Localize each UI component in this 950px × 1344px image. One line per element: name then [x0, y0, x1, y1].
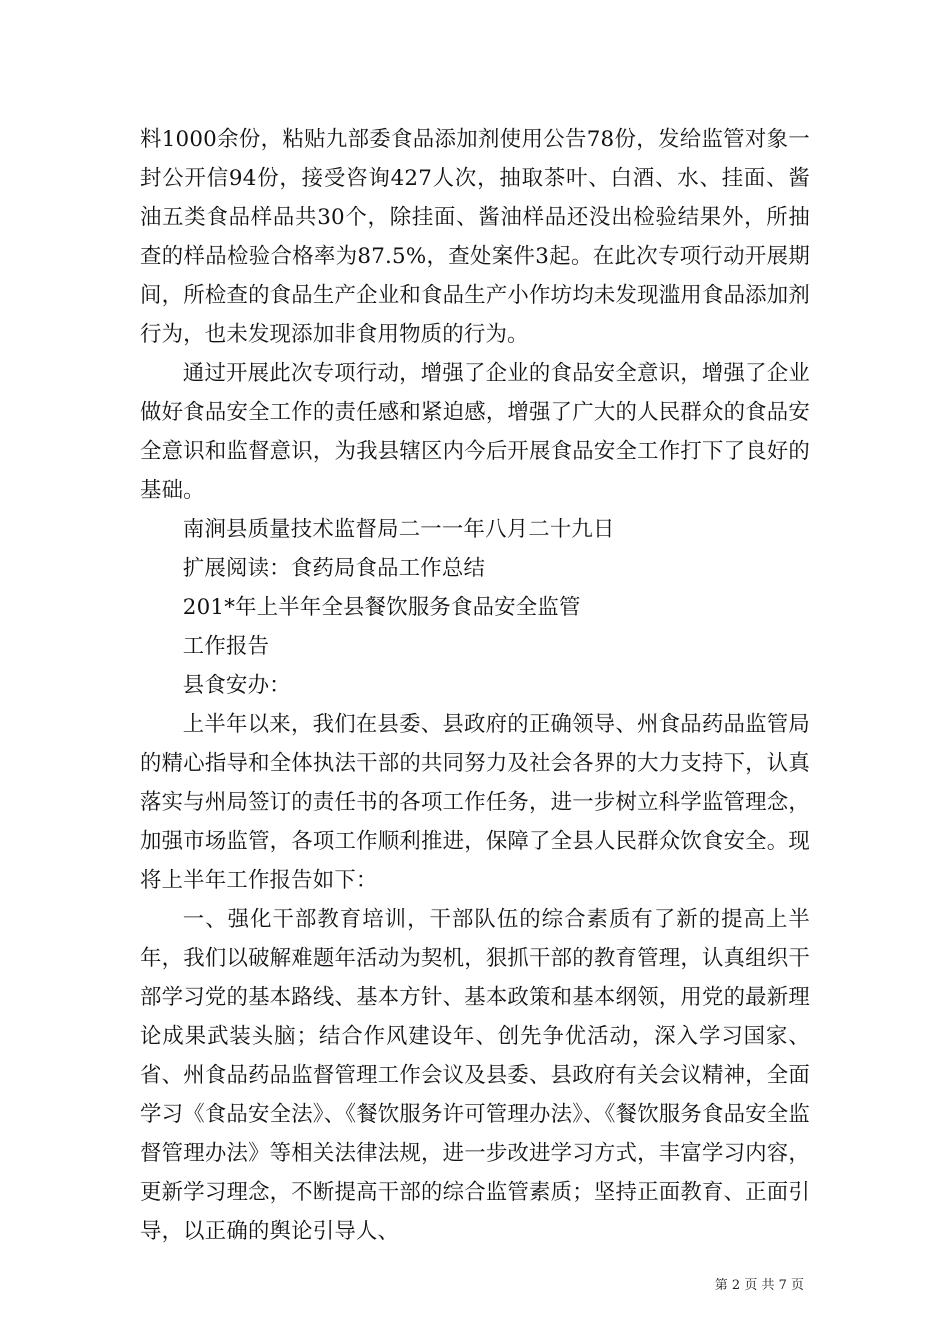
paragraph-section-one: 一、强化干部教育培训，干部队伍的综合素质有了新的提高上半年，我们以破解难题年活动为契机，狠抓干部的教育管理，认真组织干部学习党的基本路线、基本方针、基本政策和基本纲领，用党的最新理论成果武装头脑；结合作风建设年、创先争优活动，深入学习国家、省、州食品药品监督管理工作会议及县委、县政府有关会议精神，全面学习《食品安全法》、《餐饮服务许可管理办法》、《餐饮服务食品安全监督管理办法》等相关法律法规，进一步改进学习方式，丰富学习内容，更新学习理念，不断提高干部的综合监管素质；坚持正面教育、正面引导，以正确的舆论引导人、 — [140, 907, 810, 1244]
signature-date-line: 南涧县质量技术监督局二一一年八月二十九日 — [182, 517, 615, 542]
document-body — [140, 120, 810, 1251]
report-title-line-2: 工作报告 — [182, 634, 270, 659]
report-title-line-1: 201*年上半年全县餐饮服务食品安全监管 — [182, 595, 581, 620]
report-addressee: 县食安办： — [182, 673, 291, 698]
paragraph-report-intro: 上半年以来，我们在县委、县政府的正确领导、州食品药品监管局的精心指导和全体执法干部的共同努力及社会各界的大力支持下，认真落实与州局签订的责任书的各项工作任务，进一步树立科学监管理念，加强市场监管，各项工作顺利推进，保障了全县人民群众饮食安全。现将上半年工作报告如下： — [140, 712, 810, 893]
paragraph-inspection-results: 料1000余份，粘贴九部委食品添加剂使用公告78份，发给监管对象一封公开信94份，接受咨询427人次，抽取茶叶、白酒、水、挂面、酱油五类食品样品共30个，除挂面、酱油样品还没出检验结果外，所抽查的样品检验合格率为87.5%，查处案件3起。在此次专项行动开展期间，所检查的食品生产企业和食品生产小作坊均未发现滥用食品添加剂行为，也未发现添加非食用物质的行为。 — [140, 127, 810, 347]
paragraph-action-effects: 通过开展此次专项行动，增强了企业的食品安全意识，增强了企业做好食品安全工作的责任感和紧迫感，增强了广大的人民群众的食品安全意识和监督意识，为我县辖区内今后开展食品安全工作打下了良好的基础。 — [140, 361, 810, 503]
extended-reading-line: 扩展阅读：食药局食品工作总结 — [182, 556, 486, 581]
page-number: 第 2 页 共 7 页 — [714, 1278, 804, 1293]
